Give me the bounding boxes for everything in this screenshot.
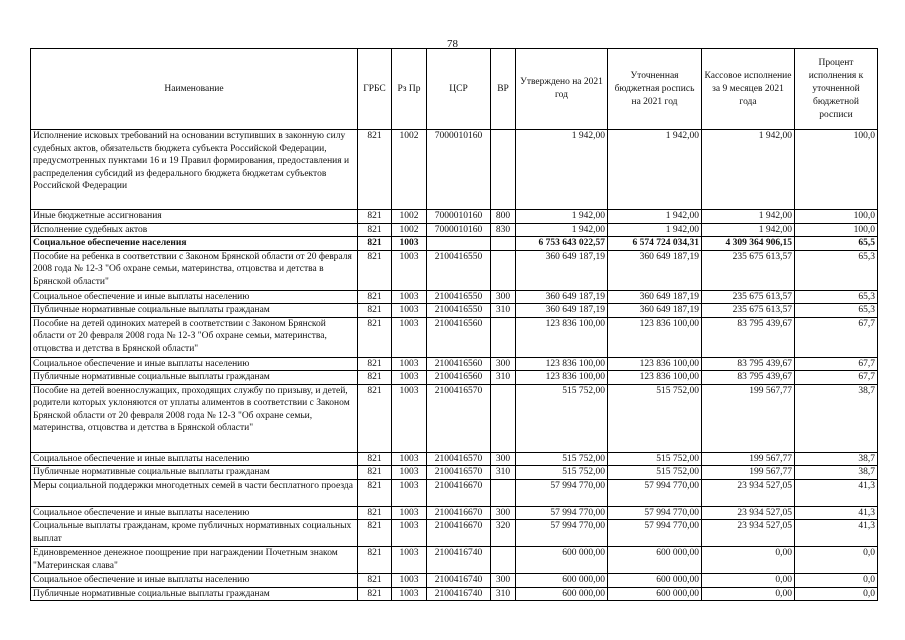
cell-rzpr: 1002: [392, 130, 427, 210]
cell-rzpr: 1003: [392, 466, 427, 480]
cell-refined: 600 000,00: [608, 547, 702, 574]
cell-percent: 0,0: [795, 547, 878, 574]
cell-cash: 83 795 439,67: [702, 317, 795, 357]
cell-approved: 57 994 770,00: [516, 520, 608, 547]
cell-refined: 360 649 187,19: [608, 304, 702, 318]
cell-cash: 83 795 439,67: [702, 371, 795, 385]
cell-refined: 600 000,00: [608, 587, 702, 601]
cell-csr: 2100416570: [427, 466, 491, 480]
cell-refined: 57 994 770,00: [608, 479, 702, 506]
table-row: [31, 290, 878, 304]
table-row: [31, 223, 878, 237]
cell-percent: 41,3: [795, 506, 878, 520]
cell-vr: [491, 317, 516, 357]
cell-vr: 300: [491, 574, 516, 588]
cell-percent: 38,7: [795, 452, 878, 466]
cell-percent: 38,7: [795, 466, 878, 480]
cell-rzpr: 1003: [392, 574, 427, 588]
cell-vr: [491, 384, 516, 452]
cell-rzpr: 1003: [392, 452, 427, 466]
table-row: [31, 574, 878, 588]
cell-approved: 515 752,00: [516, 466, 608, 480]
cell-grbs: 821: [358, 130, 392, 210]
cell-rzpr: 1003: [392, 237, 427, 251]
table-row: [31, 466, 878, 480]
cell-csr: 2100416740: [427, 587, 491, 601]
cell-rzpr: 1003: [392, 547, 427, 574]
cell-percent: 100,0: [795, 210, 878, 224]
cell-name: Социальное обеспечение и иные выплаты населению: [31, 506, 358, 520]
cell-percent: 38,7: [795, 384, 878, 452]
cell-rzpr: 1003: [392, 357, 427, 371]
table-row: [31, 304, 878, 318]
cell-vr: 310: [491, 371, 516, 385]
cell-grbs: 821: [358, 466, 392, 480]
cell-vr: 310: [491, 304, 516, 318]
cell-vr: 300: [491, 452, 516, 466]
cell-grbs: 821: [358, 357, 392, 371]
cell-cash: 1 942,00: [702, 210, 795, 224]
cell-name: Пособие на детей военнослужащих, проходящих службу по призыву, и детей, родители которых уклоняются от уплаты алиментов в соответствии с Законом Брянской области от 20 февраля 2008 года № 12-З "Об охране семьи, материнства, отцовства и детства в Брянской области": [31, 384, 358, 452]
cell-percent: 0,0: [795, 587, 878, 601]
cell-name: Социальное обеспечение и иные выплаты населению: [31, 452, 358, 466]
cell-grbs: 821: [358, 210, 392, 224]
cell-grbs: 821: [358, 250, 392, 290]
cell-grbs: 821: [358, 290, 392, 304]
cell-grbs: 821: [358, 547, 392, 574]
cell-cash: 4 309 364 906,15: [702, 237, 795, 251]
cell-grbs: 821: [358, 384, 392, 452]
cell-cash: 0,00: [702, 574, 795, 588]
cell-refined: 57 994 770,00: [608, 520, 702, 547]
cell-grbs: 821: [358, 223, 392, 237]
header-refined: Уточненная бюджетная роспись на 2021 год: [608, 49, 702, 130]
cell-percent: 67,7: [795, 317, 878, 357]
cell-csr: 7000010160: [427, 223, 491, 237]
cell-grbs: 821: [358, 479, 392, 506]
header-rzpr: Рз Пр: [392, 49, 427, 130]
cell-vr: [491, 250, 516, 290]
cell-approved: 57 994 770,00: [516, 506, 608, 520]
cell-refined: 1 942,00: [608, 223, 702, 237]
header-cash: Кассовое исполнение за 9 месяцев 2021 года: [702, 49, 795, 130]
table-row: [31, 210, 878, 224]
cell-name: Социальное обеспечение и иные выплаты населению: [31, 290, 358, 304]
cell-csr: 2100416550: [427, 250, 491, 290]
table-row: [31, 317, 878, 357]
cell-csr: 2100416550: [427, 304, 491, 318]
header-vr: ВР: [491, 49, 516, 130]
cell-vr: 830: [491, 223, 516, 237]
cell-cash: 23 934 527,05: [702, 506, 795, 520]
table-row: [31, 384, 878, 452]
cell-cash: 235 675 613,57: [702, 304, 795, 318]
cell-rzpr: 1002: [392, 210, 427, 224]
cell-approved: 57 994 770,00: [516, 479, 608, 506]
cell-vr: 310: [491, 466, 516, 480]
cell-approved: 600 000,00: [516, 574, 608, 588]
cell-name: Публичные нормативные социальные выплаты гражданам: [31, 371, 358, 385]
table-row: [31, 130, 878, 210]
cell-vr: 800: [491, 210, 516, 224]
cell-grbs: 821: [358, 237, 392, 251]
cell-csr: 2100416670: [427, 479, 491, 506]
cell-cash: 0,00: [702, 547, 795, 574]
cell-percent: 100,0: [795, 130, 878, 210]
cell-cash: 199 567,77: [702, 466, 795, 480]
cell-vr: [491, 479, 516, 506]
cell-rzpr: 1003: [392, 304, 427, 318]
cell-refined: 515 752,00: [608, 384, 702, 452]
cell-csr: [427, 237, 491, 251]
table-row: [31, 371, 878, 385]
cell-refined: 123 836 100,00: [608, 371, 702, 385]
cell-cash: 0,00: [702, 587, 795, 601]
cell-rzpr: 1003: [392, 520, 427, 547]
cell-approved: 1 942,00: [516, 130, 608, 210]
table-row: [31, 452, 878, 466]
cell-csr: 2100416670: [427, 520, 491, 547]
cell-approved: 600 000,00: [516, 547, 608, 574]
table-row: [31, 547, 878, 574]
table-row: [31, 250, 878, 290]
table-row: [31, 587, 878, 601]
cell-refined: 515 752,00: [608, 466, 702, 480]
cell-csr: 2100416670: [427, 506, 491, 520]
cell-grbs: 821: [358, 317, 392, 357]
cell-approved: 360 649 187,19: [516, 290, 608, 304]
cell-csr: 7000010160: [427, 210, 491, 224]
cell-approved: 123 836 100,00: [516, 371, 608, 385]
cell-refined: 1 942,00: [608, 210, 702, 224]
header-approved: Утверждено на 2021 год: [516, 49, 608, 130]
cell-vr: 310: [491, 587, 516, 601]
cell-name: Исполнение судебных актов: [31, 223, 358, 237]
cell-refined: 57 994 770,00: [608, 506, 702, 520]
cell-csr: 2100416740: [427, 574, 491, 588]
cell-name: Социальное обеспечение и иные выплаты населению: [31, 574, 358, 588]
cell-cash: 199 567,77: [702, 384, 795, 452]
cell-name: Единовременное денежное поощрение при награждении Почетным знаком "Материнская слава": [31, 547, 358, 574]
cell-rzpr: 1003: [392, 479, 427, 506]
cell-rzpr: 1002: [392, 223, 427, 237]
cell-cash: 1 942,00: [702, 130, 795, 210]
cell-vr: [491, 237, 516, 251]
cell-grbs: 821: [358, 371, 392, 385]
cell-approved: 123 836 100,00: [516, 357, 608, 371]
cell-rzpr: 1003: [392, 250, 427, 290]
cell-grbs: 821: [358, 520, 392, 547]
header-csr: ЦСР: [427, 49, 491, 130]
cell-name: Публичные нормативные социальные выплаты гражданам: [31, 587, 358, 601]
header-percent: Процент исполнения к уточненной бюджетной росписи: [795, 49, 878, 130]
cell-csr: 2100416560: [427, 357, 491, 371]
cell-vr: [491, 130, 516, 210]
cell-percent: 41,3: [795, 479, 878, 506]
cell-approved: 360 649 187,19: [516, 304, 608, 318]
cell-percent: 67,7: [795, 371, 878, 385]
cell-approved: 515 752,00: [516, 384, 608, 452]
header-name: Наименование: [31, 49, 358, 130]
cell-vr: [491, 547, 516, 574]
cell-csr: 7000010160: [427, 130, 491, 210]
header-grbs: ГРБС: [358, 49, 392, 130]
cell-name: Публичные нормативные социальные выплаты гражданам: [31, 466, 358, 480]
cell-cash: 23 934 527,05: [702, 479, 795, 506]
cell-csr: 2100416550: [427, 290, 491, 304]
header-row: [31, 49, 878, 130]
cell-refined: 6 574 724 034,31: [608, 237, 702, 251]
table-row: [31, 357, 878, 371]
cell-approved: 1 942,00: [516, 210, 608, 224]
cell-approved: 6 753 643 022,57: [516, 237, 608, 251]
cell-name: Меры социальной поддержки многодетных семей в части бесплатного проезда: [31, 479, 358, 506]
cell-name: Социальные выплаты гражданам, кроме публичных нормативных социальных выплат: [31, 520, 358, 547]
cell-approved: 360 649 187,19: [516, 250, 608, 290]
cell-rzpr: 1003: [392, 384, 427, 452]
cell-grbs: 821: [358, 304, 392, 318]
cell-csr: 2100416560: [427, 317, 491, 357]
cell-percent: 0,0: [795, 574, 878, 588]
cell-percent: 65,3: [795, 290, 878, 304]
cell-cash: 235 675 613,57: [702, 290, 795, 304]
cell-name: Исполнение исковых требований на основании вступивших в законную силу судебных актов, обязательств бюджета субъекта Российской Федерации, предусмотренных пунктами 16 и 19 Правил формирования, предоставления и распределения субсидий из федерального бюджета бюджетам субъектов Российской Федерации: [31, 130, 358, 210]
table-row: [31, 520, 878, 547]
cell-cash: 199 567,77: [702, 452, 795, 466]
table-body: [31, 130, 878, 601]
cell-name: Социальное обеспечение населения: [31, 237, 358, 251]
cell-vr: 320: [491, 520, 516, 547]
cell-vr: 300: [491, 357, 516, 371]
cell-percent: 41,3: [795, 520, 878, 547]
cell-grbs: 821: [358, 452, 392, 466]
cell-vr: 300: [491, 506, 516, 520]
cell-refined: 600 000,00: [608, 574, 702, 588]
cell-cash: 235 675 613,57: [702, 250, 795, 290]
cell-percent: 67,7: [795, 357, 878, 371]
cell-name: Иные бюджетные ассигнования: [31, 210, 358, 224]
cell-refined: 1 942,00: [608, 130, 702, 210]
cell-rzpr: 1003: [392, 290, 427, 304]
table-row: [31, 479, 878, 506]
cell-csr: 2100416570: [427, 384, 491, 452]
cell-percent: 65,3: [795, 304, 878, 318]
cell-name: Пособие на детей одиноких матерей в соответствии с Законом Брянской области от 20 февраля 2008 года № 12-З "Об охране семьи, материнства, отцовства и детства в Брянской области": [31, 317, 358, 357]
page-number: 78: [447, 38, 458, 50]
cell-cash: 83 795 439,67: [702, 357, 795, 371]
cell-refined: 123 836 100,00: [608, 357, 702, 371]
cell-percent: 65,3: [795, 250, 878, 290]
cell-csr: 2100416740: [427, 547, 491, 574]
cell-name: Публичные нормативные социальные выплаты гражданам: [31, 304, 358, 318]
cell-percent: 65,5: [795, 237, 878, 251]
cell-refined: 123 836 100,00: [608, 317, 702, 357]
cell-approved: 1 942,00: [516, 223, 608, 237]
cell-refined: 360 649 187,19: [608, 250, 702, 290]
cell-grbs: 821: [358, 506, 392, 520]
cell-rzpr: 1003: [392, 506, 427, 520]
cell-cash: 1 942,00: [702, 223, 795, 237]
cell-approved: 515 752,00: [516, 452, 608, 466]
cell-refined: 515 752,00: [608, 452, 702, 466]
cell-rzpr: 1003: [392, 587, 427, 601]
cell-cash: 23 934 527,05: [702, 520, 795, 547]
cell-csr: 2100416570: [427, 452, 491, 466]
cell-approved: 123 836 100,00: [516, 317, 608, 357]
cell-csr: 2100416560: [427, 371, 491, 385]
cell-vr: 300: [491, 290, 516, 304]
cell-rzpr: 1003: [392, 317, 427, 357]
cell-rzpr: 1003: [392, 371, 427, 385]
cell-grbs: 821: [358, 587, 392, 601]
cell-percent: 100,0: [795, 223, 878, 237]
cell-approved: 600 000,00: [516, 587, 608, 601]
table-row: [31, 506, 878, 520]
cell-grbs: 821: [358, 574, 392, 588]
budget-table: [30, 48, 878, 601]
cell-name: Пособие на ребенка в соответствии с Законом Брянской области от 20 февраля 2008 года № 12-З "Об охране семьи, материнства, отцовства и детства в Брянской области": [31, 250, 358, 290]
cell-name: Социальное обеспечение и иные выплаты населению: [31, 357, 358, 371]
cell-refined: 360 649 187,19: [608, 290, 702, 304]
table-row: [31, 237, 878, 251]
